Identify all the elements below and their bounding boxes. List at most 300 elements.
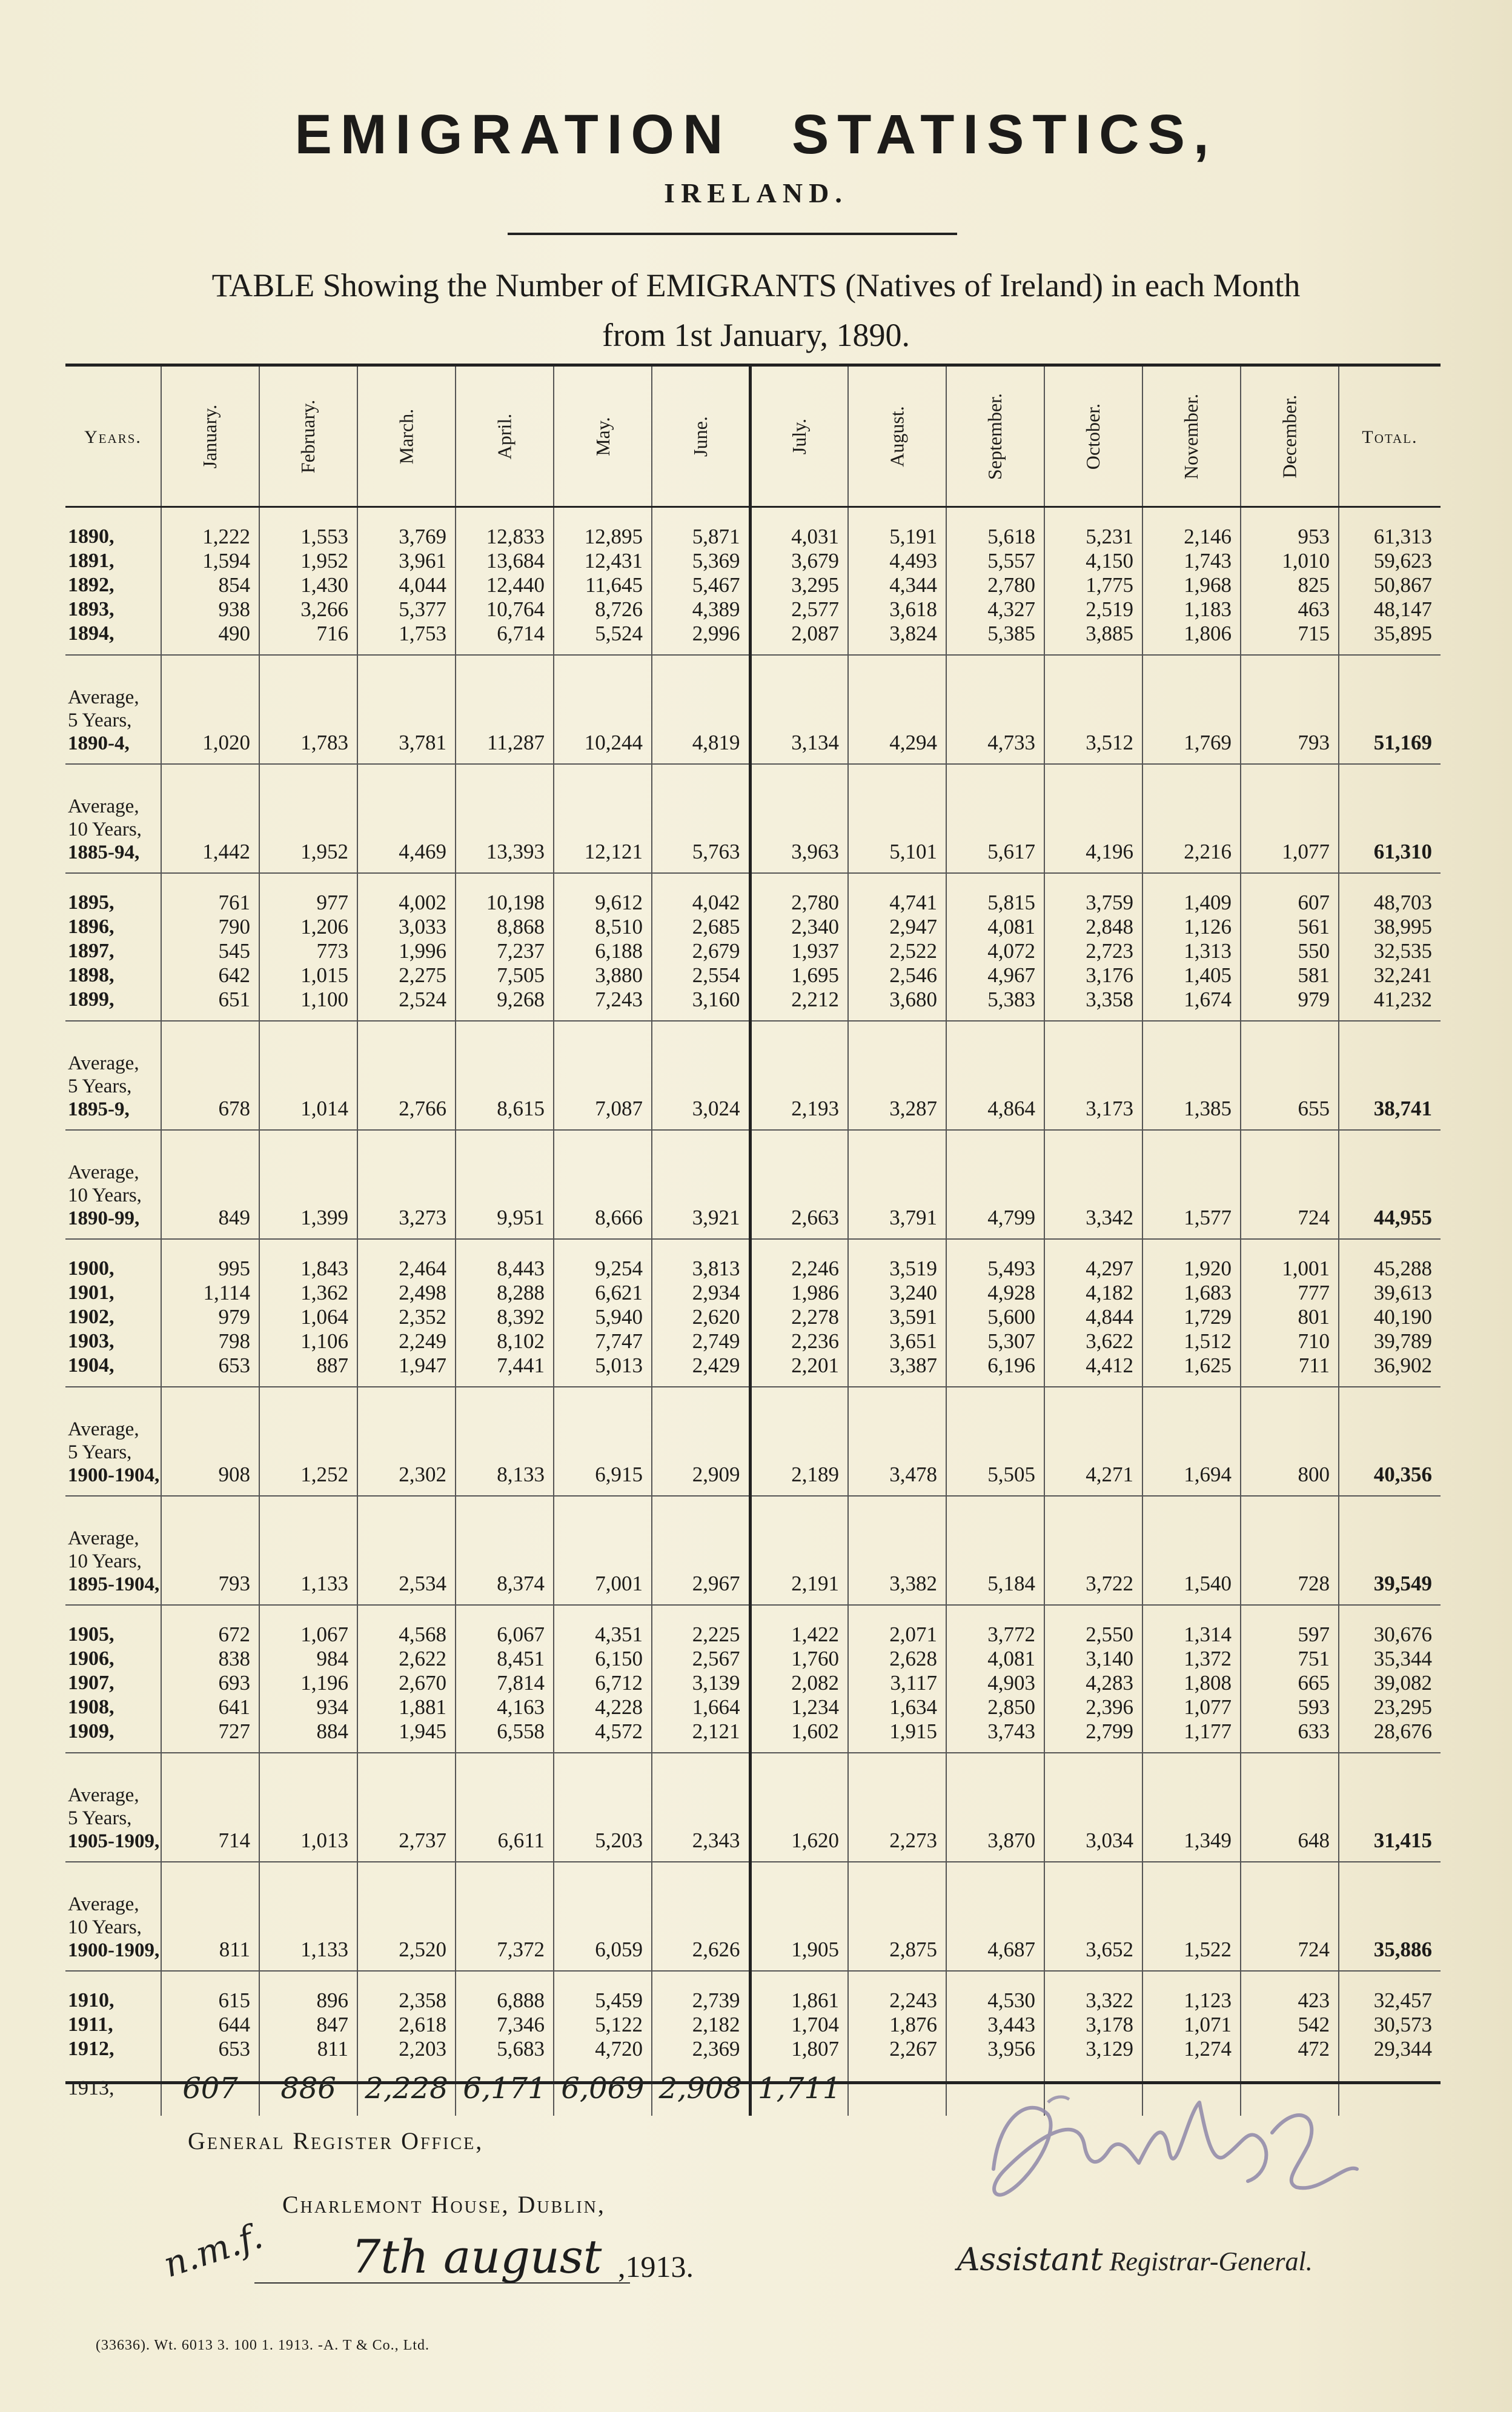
table-cell: 5,505 xyxy=(946,1387,1044,1496)
table-cell: 648 xyxy=(1241,1753,1339,1862)
table-cell: 849 xyxy=(161,1130,259,1239)
table-cell: 693 xyxy=(161,1671,259,1695)
table-cell: 1,015 xyxy=(259,963,357,988)
handwritten-initials: n.m.f. xyxy=(158,2214,268,2286)
average-span: 10 Years, xyxy=(68,1184,142,1206)
table-cell: 1,625 xyxy=(1142,1354,1241,1387)
table-cell: 4,687 xyxy=(946,1862,1044,1971)
signature-title-handwritten: Assistant xyxy=(957,2242,1103,2278)
table-cell: 1,986 xyxy=(750,1281,848,1305)
table-cell: 1,915 xyxy=(848,1719,946,1753)
table-cell: 561 xyxy=(1241,915,1339,939)
table-cell: 2,193 xyxy=(750,1021,848,1130)
row-label: 1896, xyxy=(65,915,161,939)
table-cell: 8,726 xyxy=(554,597,652,622)
table-cell: 2,191 xyxy=(750,1496,848,1605)
average-row xyxy=(65,1753,1441,1862)
table-cell: 4,163 xyxy=(456,1695,554,1719)
table-cell: 979 xyxy=(161,1305,259,1329)
table-cell: 1,177 xyxy=(1142,1719,1241,1753)
table-cell: 1,442 xyxy=(161,764,259,873)
table-cell: 3,885 xyxy=(1044,622,1142,655)
table-cell: 887 xyxy=(259,1354,357,1387)
table-cell: 3,176 xyxy=(1044,963,1142,988)
row-label xyxy=(65,655,161,764)
table-cell: 12,440 xyxy=(456,573,554,597)
table-cell xyxy=(848,2061,946,2116)
table-cell: 2,908 xyxy=(652,2061,750,2116)
total-cell: 31,415 xyxy=(1339,1753,1441,1862)
table-cell: 5,369 xyxy=(652,549,750,573)
table-cell: 651 xyxy=(161,988,259,1021)
table-cell: 1,594 xyxy=(161,549,259,573)
table-cell: 1,409 xyxy=(1142,873,1241,915)
table-cell: 8,443 xyxy=(456,1239,554,1281)
table-cell: 1,760 xyxy=(750,1647,848,1671)
table-cell: 665 xyxy=(1241,1671,1339,1695)
table-cell: 4,283 xyxy=(1044,1671,1142,1695)
table-cell: 1,695 xyxy=(750,963,848,988)
table-cell: 3,322 xyxy=(1044,1971,1142,2013)
table-caption xyxy=(73,261,1439,360)
table-cell: 11,287 xyxy=(456,655,554,764)
table-cell: 6,712 xyxy=(554,1671,652,1695)
table-cell: 793 xyxy=(161,1496,259,1605)
table-cell: 811 xyxy=(259,2037,357,2061)
signature-image xyxy=(957,2078,1393,2224)
table-cell: 7,001 xyxy=(554,1496,652,1605)
table-cell: 2,249 xyxy=(357,1329,456,1354)
table-cell: 3,519 xyxy=(848,1239,946,1281)
table-body xyxy=(65,507,1441,2116)
table-cell: 7,814 xyxy=(456,1671,554,1695)
table-cell: 934 xyxy=(259,1695,357,1719)
total-cell: 39,613 xyxy=(1373,1281,1432,1304)
table-cell: 2,146 xyxy=(1142,507,1241,550)
row-label: 1894, xyxy=(65,622,161,655)
table-cell: 550 xyxy=(1241,939,1339,963)
table-cell: 2,121 xyxy=(652,1719,750,1753)
table-cell: 1,861 xyxy=(750,1971,848,2013)
total-cell: 51,169 xyxy=(1339,655,1441,764)
row-label: 1895, xyxy=(65,873,161,915)
table-cell: 1,920 xyxy=(1142,1239,1241,1281)
total-cell: 36,902 xyxy=(1339,1354,1441,1387)
table-cell: 2,201 xyxy=(750,1354,848,1387)
table-cell: 4,568 xyxy=(357,1605,456,1647)
table-cell: 2,519 xyxy=(1044,597,1142,622)
table-cell: 1,577 xyxy=(1142,1130,1241,1239)
footer-office: General Register Office, xyxy=(188,2127,484,2155)
table-cell: 13,684 xyxy=(456,549,554,573)
table-cell: 1,133 xyxy=(259,1862,357,1971)
table-cell: 5,940 xyxy=(554,1305,652,1329)
table-cell: 5,203 xyxy=(554,1753,652,1862)
year-row xyxy=(65,573,1441,597)
table-cell: 1,126 xyxy=(1142,915,1241,939)
year-row xyxy=(65,1695,1441,1719)
year-row xyxy=(65,2013,1441,2037)
table-cell: 995 xyxy=(161,1239,259,1281)
table-cell: 653 xyxy=(161,1354,259,1387)
table-cell: 3,273 xyxy=(357,1130,456,1239)
average-years: 1900-1904, xyxy=(68,1464,160,1486)
table-cell: 5,763 xyxy=(652,764,750,873)
table-cell: 1,808 xyxy=(1142,1671,1241,1695)
table-cell: 5,618 xyxy=(946,507,1044,550)
average-span: 10 Years, xyxy=(68,1550,142,1572)
table-cell: 798 xyxy=(161,1329,259,1354)
table-cell: 2,243 xyxy=(848,1971,946,2013)
table-cell: 1,399 xyxy=(259,1130,357,1239)
table-cell: 2,358 xyxy=(357,1971,456,2013)
average-row xyxy=(65,1021,1441,1130)
table-cell: 12,833 xyxy=(456,507,554,550)
year-row xyxy=(65,597,1441,622)
table-cell: 6,888 xyxy=(456,1971,554,2013)
table-cell: 7,087 xyxy=(554,1021,652,1130)
table-cell: 3,342 xyxy=(1044,1130,1142,1239)
table-cell: 800 xyxy=(1241,1387,1339,1496)
total-cell: 35,886 xyxy=(1339,1862,1441,1971)
table-cell: 542 xyxy=(1241,2013,1339,2037)
table-cell: 490 xyxy=(161,622,259,655)
table-cell: 716 xyxy=(259,622,357,655)
average-row xyxy=(65,1496,1441,1605)
table-cell: 8,615 xyxy=(456,1021,554,1130)
total-cell: 61,310 xyxy=(1339,764,1441,873)
table-cell: 615 xyxy=(161,1971,259,2013)
average-label: Average, xyxy=(68,796,139,817)
table-cell: 1,106 xyxy=(259,1329,357,1354)
table-cell: 3,382 xyxy=(848,1496,946,1605)
year-row xyxy=(65,873,1441,915)
average-years: 1890-99, xyxy=(68,1208,140,1229)
table-cell: 1,783 xyxy=(259,655,357,764)
table-cell: 1,996 xyxy=(357,939,456,963)
table-cell: 3,129 xyxy=(1044,2037,1142,2061)
row-label: 1904, xyxy=(65,1354,161,1387)
table-cell: 3,791 xyxy=(848,1130,946,1239)
table-cell: 2,622 xyxy=(357,1647,456,1671)
table-cell: 1,876 xyxy=(848,2013,946,2037)
table-cell: 1,385 xyxy=(1142,1021,1241,1130)
average-years: 1900-1909, xyxy=(68,1939,160,1961)
table-cell: 1,753 xyxy=(357,622,456,655)
table-cell: 2,228 xyxy=(357,2061,456,2116)
total-cell: 30,676 xyxy=(1373,1623,1432,1646)
table-cell: 2,934 xyxy=(652,1281,750,1305)
table-cell: 724 xyxy=(1241,1862,1339,1971)
table-cell: 1,313 xyxy=(1142,939,1241,963)
table-cell: 1,743 xyxy=(1142,549,1241,573)
month-column-header: July. xyxy=(750,365,848,507)
document-subtitle: IRELAND. xyxy=(664,178,848,208)
table-cell: 13,393 xyxy=(456,764,554,873)
table-cell: 4,271 xyxy=(1044,1387,1142,1496)
table-cell: 4,864 xyxy=(946,1021,1044,1130)
table-cell: 710 xyxy=(1241,1329,1339,1354)
table-cell: 3,956 xyxy=(946,2037,1044,2061)
table-cell: 2,679 xyxy=(652,939,750,963)
table-cell: 1,372 xyxy=(1142,1647,1241,1671)
row-label xyxy=(65,1496,161,1605)
table-cell: 984 xyxy=(259,1647,357,1671)
table-cell: 5,467 xyxy=(652,573,750,597)
row-label: 1891, xyxy=(65,549,161,573)
table-cell: 6,069 xyxy=(554,2061,652,2116)
table-cell: 4,081 xyxy=(946,915,1044,939)
table-cell: 2,848 xyxy=(1044,915,1142,939)
table-cell: 3,034 xyxy=(1044,1753,1142,1862)
table-cell: 7,237 xyxy=(456,939,554,963)
table-cell: 1,806 xyxy=(1142,622,1241,655)
table-cell: 896 xyxy=(259,1971,357,2013)
average-years: 1890-4, xyxy=(68,733,130,754)
table-cell: 1,071 xyxy=(1142,2013,1241,2037)
table-cell: 2,464 xyxy=(357,1239,456,1281)
table-cell: 4,294 xyxy=(848,655,946,764)
month-column-header: April. xyxy=(456,365,554,507)
table-cell: 4,182 xyxy=(1044,1281,1142,1305)
table-cell: 2,302 xyxy=(357,1387,456,1496)
table-cell: 1,405 xyxy=(1142,963,1241,988)
average-row xyxy=(65,1130,1441,1239)
table-cell: 2,670 xyxy=(357,1671,456,1695)
table-cell: 2,739 xyxy=(652,1971,750,2013)
table-cell: 2,246 xyxy=(750,1239,848,1281)
month-column-header: August. xyxy=(848,365,946,507)
table-cell: 3,358 xyxy=(1044,988,1142,1021)
table-cell: 4,412 xyxy=(1044,1354,1142,1387)
table-cell: 1,602 xyxy=(750,1719,848,1753)
month-column-header: January. xyxy=(161,365,259,507)
table-cell: 6,558 xyxy=(456,1719,554,1753)
table-cell: 6,150 xyxy=(554,1647,652,1671)
table-cell: 1,540 xyxy=(1142,1496,1241,1605)
table-cell: 2,429 xyxy=(652,1354,750,1387)
table-cell: 10,198 xyxy=(456,873,554,915)
caption-line-2: from 1st January, 1890. xyxy=(602,317,910,353)
table-cell: 825 xyxy=(1241,573,1339,597)
row-label: 1912, xyxy=(65,2037,161,2061)
date-year: ,1913. xyxy=(618,2250,694,2284)
total-cell: 39,082 xyxy=(1373,1671,1432,1695)
row-label: 1892, xyxy=(65,573,161,597)
year-row xyxy=(65,1605,1441,1647)
average-label: Average, xyxy=(68,1052,139,1074)
table-cell: 5,377 xyxy=(357,597,456,622)
table-cell: 4,733 xyxy=(946,655,1044,764)
table-cell: 3,443 xyxy=(946,2013,1044,2037)
years-column-header: Years. xyxy=(65,365,161,507)
table-cell: 3,651 xyxy=(848,1329,946,1354)
table-cell: 3,921 xyxy=(652,1130,750,1239)
emigration-table-wrap xyxy=(65,364,1441,2116)
table-cell: 644 xyxy=(161,2013,259,2037)
table-cell: 1,234 xyxy=(750,1695,848,1719)
total-cell: 35,895 xyxy=(1339,622,1441,655)
month-column-header: June. xyxy=(652,365,750,507)
table-cell: 715 xyxy=(1241,622,1339,655)
table-cell: 4,297 xyxy=(1044,1239,1142,1281)
table-cell: 790 xyxy=(161,915,259,939)
table-cell: 1,067 xyxy=(259,1605,357,1647)
table-cell: 1,064 xyxy=(259,1305,357,1329)
table-cell: 5,231 xyxy=(1044,507,1142,550)
table-cell: 2,267 xyxy=(848,2037,946,2061)
table-cell: 1,014 xyxy=(259,1021,357,1130)
total-cell: 38,741 xyxy=(1339,1021,1441,1130)
table-cell: 593 xyxy=(1241,1695,1339,1719)
year-row xyxy=(65,507,1441,550)
table-cell: 2,577 xyxy=(750,597,848,622)
average-row xyxy=(65,655,1441,764)
year-row xyxy=(65,1647,1441,1671)
table-cell: 1,222 xyxy=(161,507,259,550)
row-label: 1911, xyxy=(65,2013,161,2037)
table-cell: 1,077 xyxy=(1142,1695,1241,1719)
month-column-header: February. xyxy=(259,365,357,507)
table-cell: 1,020 xyxy=(161,655,259,764)
table-cell: 597 xyxy=(1241,1605,1339,1647)
table-cell: 653 xyxy=(161,2037,259,2061)
table-cell: 4,228 xyxy=(554,1695,652,1719)
table-cell: 6,059 xyxy=(554,1862,652,1971)
average-label: Average, xyxy=(68,1161,139,1183)
table-cell: 3,387 xyxy=(848,1354,946,1387)
table-cell: 2,071 xyxy=(848,1605,946,1647)
year-row xyxy=(65,1305,1441,1329)
table-cell: 3,961 xyxy=(357,549,456,573)
table-cell: 2,534 xyxy=(357,1496,456,1605)
row-label: 1909, xyxy=(65,1719,161,1753)
table-cell: 5,617 xyxy=(946,764,1044,873)
table-cell: 3,772 xyxy=(946,1605,1044,1647)
table-cell: 581 xyxy=(1241,963,1339,988)
table-cell: 5,122 xyxy=(554,2013,652,2037)
table-cell: 1,843 xyxy=(259,1239,357,1281)
table-cell: 6,714 xyxy=(456,622,554,655)
row-label: 1907, xyxy=(65,1671,161,1695)
table-cell: 773 xyxy=(259,939,357,963)
table-cell: 3,173 xyxy=(1044,1021,1142,1130)
table-cell: 3,512 xyxy=(1044,655,1142,764)
year-row xyxy=(65,1971,1441,2013)
year-row xyxy=(65,2037,1441,2061)
month-column-header: December. xyxy=(1241,365,1339,507)
table-cell: 953 xyxy=(1241,507,1339,550)
year-row xyxy=(65,1719,1441,1753)
table-cell: 938 xyxy=(161,597,259,622)
table-cell: 2,850 xyxy=(946,1695,1044,1719)
table-cell: 9,612 xyxy=(554,873,652,915)
table-cell: 1,422 xyxy=(750,1605,848,1647)
table-cell: 727 xyxy=(161,1719,259,1753)
table-cell: 777 xyxy=(1241,1281,1339,1305)
table-cell: 5,524 xyxy=(554,622,652,655)
table-cell: 5,815 xyxy=(946,873,1044,915)
table-cell: 2,749 xyxy=(652,1329,750,1354)
average-label: Average, xyxy=(68,1784,139,1806)
table-cell: 2,967 xyxy=(652,1496,750,1605)
total-cell: 28,676 xyxy=(1339,1719,1441,1753)
row-label: 1890, xyxy=(65,507,161,550)
table-cell: 545 xyxy=(161,939,259,963)
table-cell: 2,909 xyxy=(652,1387,750,1496)
table-cell: 3,813 xyxy=(652,1239,750,1281)
table-cell: 3,743 xyxy=(946,1719,1044,1753)
table-cell: 2,546 xyxy=(848,963,946,988)
table-cell: 2,550 xyxy=(1044,1605,1142,1647)
table-cell: 2,369 xyxy=(652,2037,750,2061)
title-rule xyxy=(508,233,957,235)
table-cell: 655 xyxy=(1241,1021,1339,1130)
table-cell: 1,430 xyxy=(259,573,357,597)
row-label: 1902, xyxy=(65,1305,161,1329)
table-cell: 1,013 xyxy=(259,1753,357,1862)
table-cell: 4,819 xyxy=(652,655,750,764)
table-cell: 1,945 xyxy=(357,1719,456,1753)
table-cell: 8,451 xyxy=(456,1647,554,1671)
table-cell: 2,340 xyxy=(750,915,848,939)
table-cell: 463 xyxy=(1241,597,1339,622)
total-cell: 29,344 xyxy=(1373,2037,1432,2061)
table-cell: 3,266 xyxy=(259,597,357,622)
table-cell: 12,121 xyxy=(554,764,652,873)
year-row xyxy=(65,915,1441,939)
table-cell: 4,720 xyxy=(554,2037,652,2061)
month-column-header: November. xyxy=(1142,365,1241,507)
table-cell: 2,620 xyxy=(652,1305,750,1329)
total-cell: 23,295 xyxy=(1373,1695,1432,1719)
total-cell: 40,356 xyxy=(1339,1387,1441,1496)
row-label xyxy=(65,1130,161,1239)
table-cell: 1,183 xyxy=(1142,597,1241,622)
table-cell: 3,880 xyxy=(554,963,652,988)
table-cell: 1,674 xyxy=(1142,988,1241,1021)
table-cell: 1,620 xyxy=(750,1753,848,1862)
table-cell: 9,951 xyxy=(456,1130,554,1239)
table-cell: 3,160 xyxy=(652,988,750,1021)
table-cell: 2,498 xyxy=(357,1281,456,1305)
year-row xyxy=(65,1281,1441,1305)
table-cell: 3,240 xyxy=(848,1281,946,1305)
table-cell: 3,033 xyxy=(357,915,456,939)
footer-house: Charlemont House, Dublin, xyxy=(282,2191,606,2218)
table-cell: 2,567 xyxy=(652,1647,750,1671)
year-row xyxy=(65,963,1441,988)
table-cell: 838 xyxy=(161,1647,259,1671)
table-cell: 3,824 xyxy=(848,622,946,655)
row-label: 1903, xyxy=(65,1329,161,1354)
table-cell: 9,268 xyxy=(456,988,554,1021)
table-cell: 8,102 xyxy=(456,1329,554,1354)
table-cell: 607 xyxy=(161,2061,259,2116)
row-label: 1898, xyxy=(65,963,161,988)
table-cell: 3,963 xyxy=(750,764,848,873)
table-cell: 642 xyxy=(161,963,259,988)
table-cell: 3,024 xyxy=(652,1021,750,1130)
row-label: 1893, xyxy=(65,597,161,622)
table-cell: 2,520 xyxy=(357,1862,456,1971)
table-cell: 2,236 xyxy=(750,1329,848,1354)
total-cell: 32,535 xyxy=(1373,939,1432,963)
table-cell: 751 xyxy=(1241,1647,1339,1671)
year-row xyxy=(65,939,1441,963)
table-cell: 1,133 xyxy=(259,1496,357,1605)
table-cell: 678 xyxy=(161,1021,259,1130)
